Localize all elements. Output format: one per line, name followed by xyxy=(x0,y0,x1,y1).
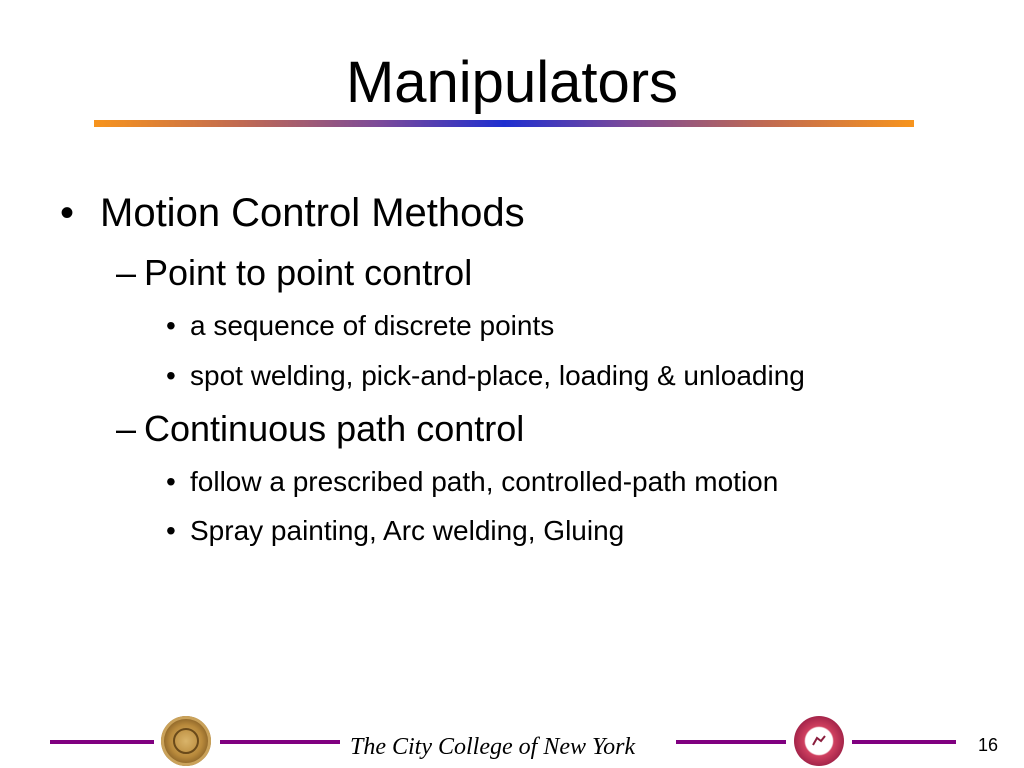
slide-title: Manipulators xyxy=(345,50,679,115)
ccny-seal-icon xyxy=(161,716,211,766)
bullet-text: follow a prescribed path, controlled-path motion xyxy=(190,466,779,497)
bullet-text: a sequence of discrete points xyxy=(190,310,555,341)
footer-rule-mid-right xyxy=(676,740,786,744)
bullet-level3 xyxy=(166,309,554,343)
footer-rule-left xyxy=(50,740,154,744)
bullet-marker: • xyxy=(166,466,176,497)
bullet-text: Motion Control Methods xyxy=(100,191,525,235)
bullet-level2 xyxy=(116,252,472,294)
bullet-text: Continuous path control xyxy=(144,408,525,449)
bullet-marker: • xyxy=(60,191,75,235)
bullet-text: Spray painting, Arc welding, Gluing xyxy=(190,515,625,546)
bullet-marker: • xyxy=(166,310,176,341)
bullet-marker: • xyxy=(166,360,176,391)
bullet-level2 xyxy=(116,408,524,450)
footer-rule-mid-left xyxy=(220,740,340,744)
dash-marker: – xyxy=(116,408,137,449)
dash-marker: – xyxy=(116,252,137,293)
bullet-level3 xyxy=(166,514,624,548)
bullet-level3 xyxy=(166,359,805,393)
bullet-level1 xyxy=(60,190,525,236)
bullet-text: spot welding, pick-and-place, loading & unloading xyxy=(190,360,805,391)
page-number: 16 xyxy=(978,735,999,755)
footer-college-name: The City College of New York xyxy=(350,734,636,760)
robot-arm-icon xyxy=(811,733,827,747)
robotics-lab-seal-icon xyxy=(794,716,844,766)
footer-rule-right xyxy=(852,740,956,744)
bullet-level3 xyxy=(166,465,778,499)
bullet-marker: • xyxy=(166,515,176,546)
bullet-text: Point to point control xyxy=(144,252,473,293)
